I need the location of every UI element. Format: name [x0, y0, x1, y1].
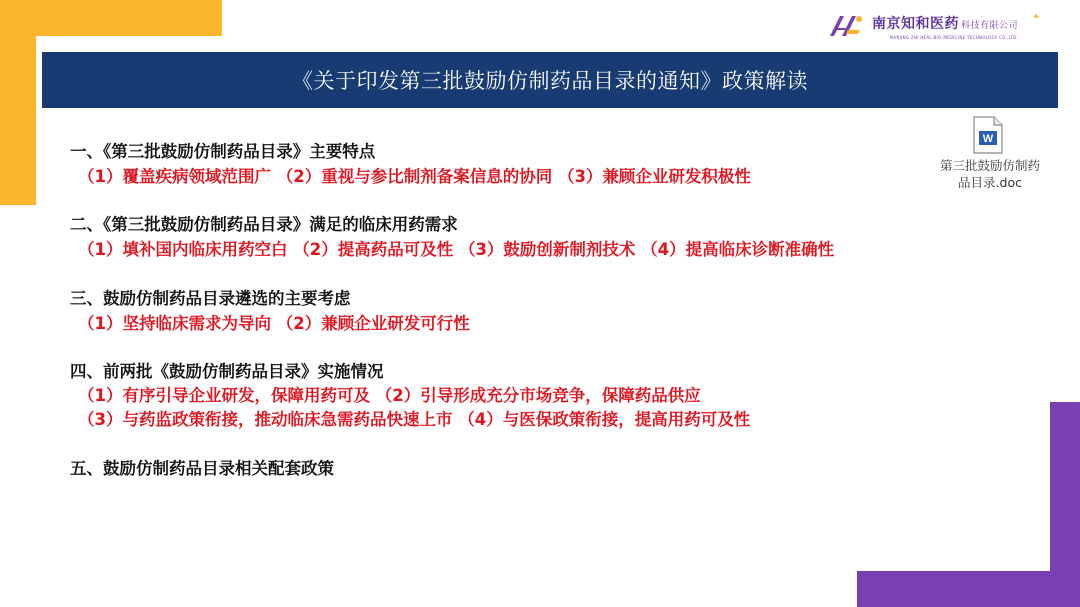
section-heading-5: 五、鼓励仿制药品目录相关配套政策 — [70, 459, 334, 478]
decorative-yellow-bar-left — [0, 0, 36, 205]
sparkle-icon: ✦ — [1032, 12, 1041, 23]
section-heading-4: 四、前两批《鼓励仿制药品目录》实施情况 — [70, 362, 384, 381]
section-points-1: （1）覆盖疾病领域范围广 （2）重视与参比制剂备案信息的协同 （3）兼顾企业研发积极性 — [78, 167, 751, 186]
slide-title: 《关于印发第三批鼓励仿制药品目录的通知》政策解读 — [292, 69, 808, 93]
company-english-name: NANJING ZHI HEAL BIO-MEDICINE TECHNOLOGY CO.,LTD — [890, 35, 1017, 40]
section-heading-2: 二、《第三批鼓励仿制药品目录》满足的临床用药需求 — [70, 215, 458, 234]
section-heading-1: 一、《第三批鼓励仿制药品目录》主要特点 — [70, 142, 376, 161]
company-name: 南京知和医药 — [872, 16, 959, 32]
section-points-3: （1）坚持临床需求为导向 （2）兼顾企业研发可行性 — [78, 314, 470, 333]
section-points-4b: （3）与药监政策衔接，推动临床急需药品快速上市 （4）与医保政策衔接，提高用药可及性 — [78, 410, 751, 429]
attachment-filename[interactable]: 第三批鼓励仿制药品目录.doc — [939, 158, 1040, 190]
company-logo — [826, 10, 1046, 44]
svg-text:W: W — [982, 133, 994, 145]
section-points-2: （1）填补国内临床用药空白 （2）提高药品可及性 （3）鼓励创新制剂技术 （4）提高临床诊断准确性 — [78, 240, 835, 259]
word-document-icon[interactable] — [970, 116, 1004, 154]
section-heading-3: 三、鼓励仿制药品目录遴选的主要考虑 — [70, 289, 351, 308]
company-logo-icon — [826, 10, 866, 42]
company-name-suffix: 科技有限公司 — [961, 21, 1019, 31]
decorative-purple-bar-bottom — [857, 571, 1080, 607]
title-bar — [42, 52, 1058, 108]
section-points-4a: （1）有序引导企业研发，保障用药可及 （2）引导形成充分市场竞争，保障药品供应 — [78, 386, 701, 405]
